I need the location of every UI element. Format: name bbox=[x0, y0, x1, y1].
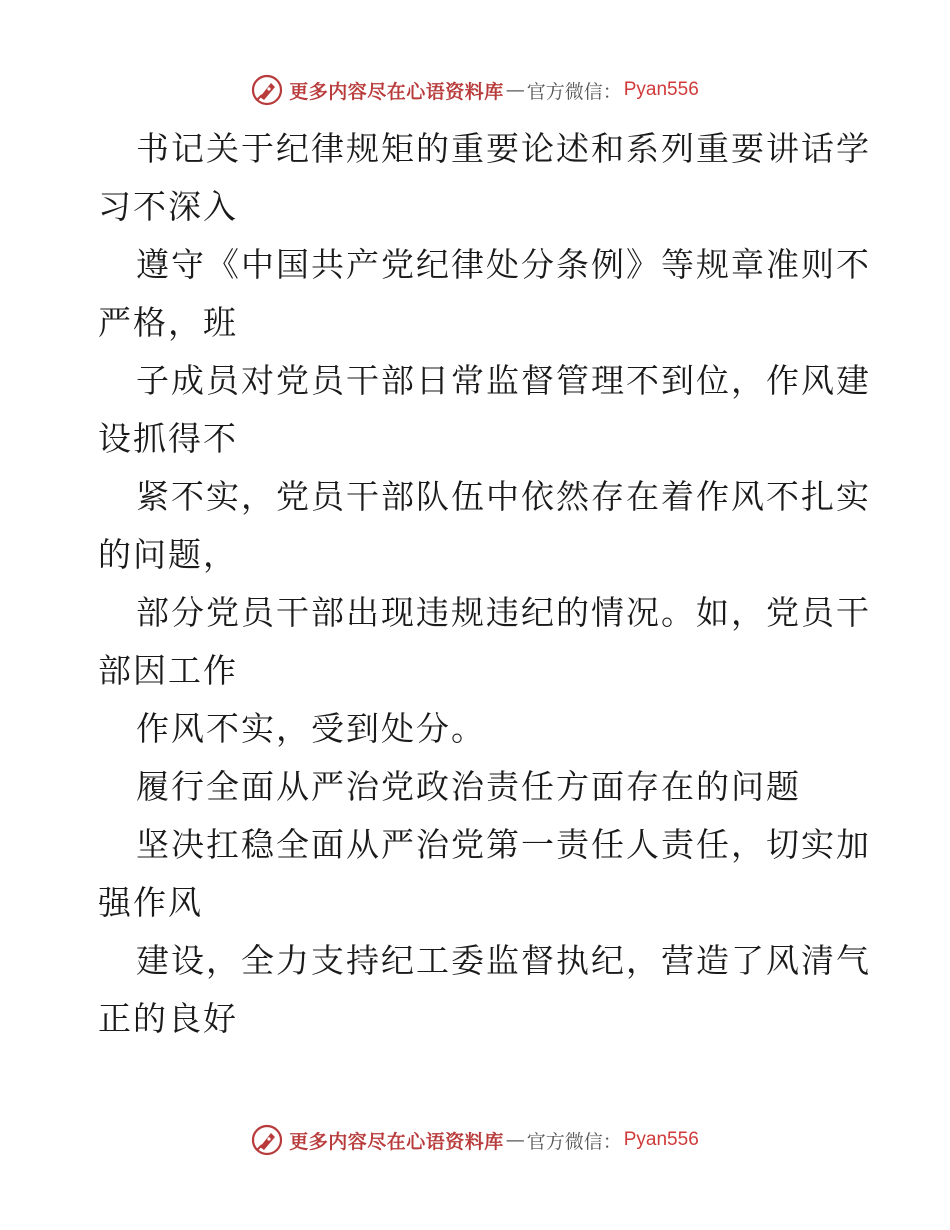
pen-nib-logo-icon bbox=[251, 1124, 283, 1156]
body-line: 严格，班 bbox=[98, 303, 238, 342]
footer-banner bbox=[0, 1120, 950, 1160]
body-line: 部分党员干部出现违规违纪的情况。如，党员干 bbox=[136, 593, 871, 632]
banner-text: 更多内容尽在心语资料库 bbox=[289, 1130, 504, 1153]
banner-separator: — bbox=[505, 79, 525, 101]
body-line: 遵守《中国共产党纪律处分条例》等规章准则不 bbox=[136, 245, 871, 284]
body-line: 强作风 bbox=[98, 883, 203, 922]
body-line: 履行全面从严治党政治责任方面存在的问题 bbox=[136, 767, 801, 806]
banner-text: 更多内容尽在心语资料库 bbox=[289, 80, 504, 103]
wechat-id: Pyan556 bbox=[623, 1129, 699, 1150]
body-line: 设抓得不 bbox=[98, 419, 238, 458]
body-line: 作风不实，受到处分。 bbox=[136, 709, 486, 748]
body-line: 习不深入 bbox=[98, 187, 238, 226]
pen-nib-logo-icon bbox=[251, 74, 283, 106]
body-line: 正的良好 bbox=[98, 999, 238, 1038]
wechat-label: 官方微信： bbox=[526, 1130, 622, 1153]
body-line: 书记关于纪律规矩的重要论述和系列重要讲话学 bbox=[136, 129, 871, 168]
body-line: 紧不实，党员干部队伍中依然存在着作风不扎实 bbox=[136, 477, 871, 516]
document-body bbox=[98, 120, 871, 1048]
wechat-label: 官方微信： bbox=[526, 80, 622, 103]
wechat-id: Pyan556 bbox=[623, 79, 699, 100]
body-line: 子成员对党员干部日常监督管理不到位，作风建 bbox=[136, 361, 871, 400]
header-banner bbox=[0, 70, 950, 110]
body-line: 的问题， bbox=[98, 535, 238, 574]
body-line: 坚决扛稳全面从严治党第一责任人责任，切实加 bbox=[136, 825, 871, 864]
body-line: 建设，全力支持纪工委监督执纪，营造了风清气 bbox=[136, 941, 871, 980]
body-line: 部因工作 bbox=[98, 651, 238, 690]
banner-separator: — bbox=[505, 1129, 525, 1151]
